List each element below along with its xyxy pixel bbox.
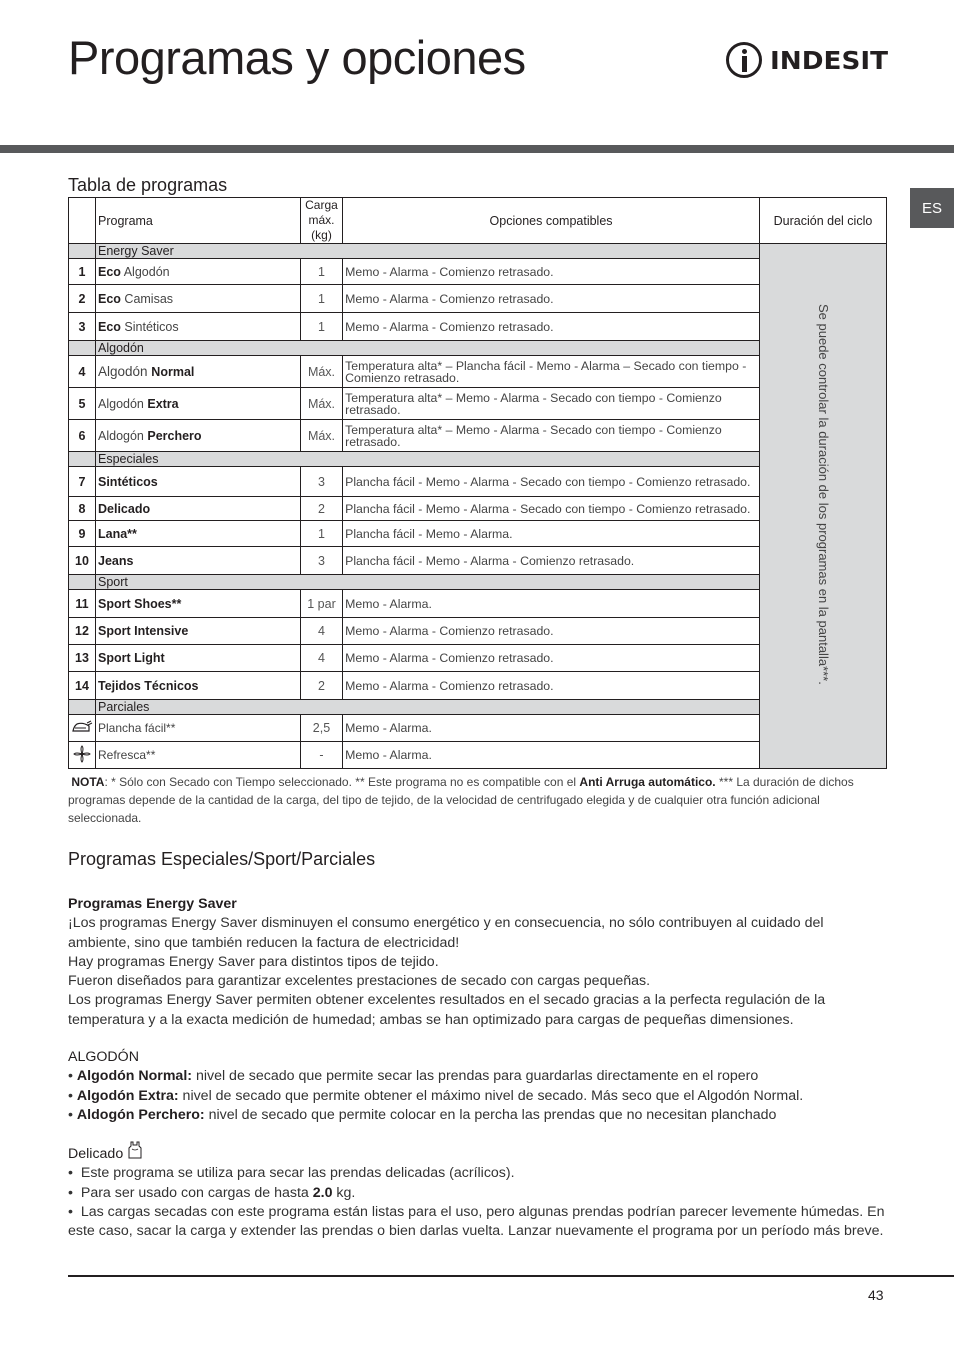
- program-load: 4: [300, 645, 342, 672]
- program-options: Memo - Alarma - Comienzo retrasado.: [343, 618, 760, 645]
- algodon-item: • Algodón Extra: nivel de secado que permite obtener el máximo nivel de secado. Más seco que el Algodón Normal.: [68, 1087, 804, 1104]
- delicado-section: [68, 1140, 888, 1241]
- section2-heading: Programas Especiales/Sport/Parciales: [68, 849, 376, 869]
- header-divider: [0, 145, 954, 153]
- algodon-item: • Aldogón Perchero: nivel de secado que permite colocar en la percha las prendas que no necesitan planchado: [68, 1106, 777, 1123]
- program-name: Lana**: [96, 521, 301, 547]
- section-num-cell: [69, 341, 96, 356]
- program-name: Aldogón Perchero: [96, 420, 301, 452]
- program-options: Plancha fácil - Memo - Alarma - Secado con tiempo - Comienzo retrasado.: [343, 497, 760, 521]
- program-options: Memo - Alarma.: [343, 742, 760, 769]
- program-number: 7: [69, 467, 96, 497]
- section-num-cell: [69, 452, 96, 467]
- section-label: Parciales: [96, 700, 760, 715]
- program-header: Programa: [96, 198, 301, 244]
- program-load: 4: [300, 618, 342, 645]
- program-options: Temperatura alta* – Memo - Alarma - Secado con tiempo - Comienzo retrasado.: [343, 420, 760, 452]
- algodon-section: [68, 1048, 888, 1125]
- program-name: Sintéticos: [96, 467, 301, 497]
- brand-logo: [726, 40, 889, 80]
- duration-header: Duración del ciclo: [759, 198, 886, 244]
- program-number: 11: [69, 590, 96, 618]
- energy-saver-paragraph: Fueron diseñados para garantizar excelentes prestaciones de secado con cargas pequeñas.: [68, 973, 651, 990]
- program-name: Refresca**: [96, 742, 301, 769]
- section-num-cell: [69, 244, 96, 259]
- section-label: Energy Saver: [96, 244, 760, 259]
- section-label: Sport: [96, 575, 760, 590]
- program-load: 1: [300, 521, 342, 547]
- program-number: 13: [69, 645, 96, 672]
- program-options: Memo - Alarma.: [343, 590, 760, 618]
- program-load: 1: [300, 313, 342, 341]
- program-load: Máx.: [300, 388, 342, 420]
- table-note: [68, 773, 888, 827]
- section-num-cell: [69, 575, 96, 590]
- section-label: Algodón: [96, 341, 760, 356]
- program-load: 1: [300, 285, 342, 313]
- energy-saver-paragraph: Los programas Energy Saver permiten obtener excelentes resultados en el secado gracias a la perfecta regulación de la temperatura y a la exacta medición de humedad; ambas se han optimizado para cargas de pequeñas dimensiones.: [68, 992, 826, 1028]
- program-options: Memo - Alarma - Comienzo retrasado.: [343, 645, 760, 672]
- indesit-i-icon: [726, 42, 762, 78]
- program-load: 1 par: [300, 590, 342, 618]
- program-name: Delicado: [96, 497, 301, 521]
- program-options: Plancha fácil - Memo - Alarma - Secado con tiempo - Comienzo retrasado.: [343, 467, 760, 497]
- program-number: 2: [69, 285, 96, 313]
- program-number: 8: [69, 497, 96, 521]
- program-number: 3: [69, 313, 96, 341]
- table-body: [69, 244, 887, 769]
- program-name: Sport Light: [96, 645, 301, 672]
- program-load: 1: [300, 259, 342, 285]
- program-options: Plancha fácil - Memo - Alarma.: [343, 521, 760, 547]
- page-number: 43: [868, 1287, 884, 1303]
- algodon-heading: ALGODÓN: [68, 1049, 139, 1065]
- program-number: 9: [69, 521, 96, 547]
- energy-saver-section: [68, 895, 888, 1030]
- delicado-item: • Las cargas secadas con este programa están listas para el uso, pero algunas prendas podrían parecer levemente húmedas. En este caso, sacar la carga y extender las prendas o bien darlas vuelta. Lanzar nuevamente el programa por un período más breve.: [68, 1203, 885, 1240]
- algodon-item: • Algodón Normal: nivel de secado que permite secar las prendas para guardarlas directamente en el ropero: [68, 1068, 759, 1085]
- program-options: Plancha fácil - Memo - Alarma - Comienzo retrasado.: [343, 547, 760, 575]
- program-options: Memo - Alarma.: [343, 715, 760, 742]
- note-label: NOTA: [71, 775, 105, 789]
- delicado-item: • Para ser usado con cargas de hasta 2.0 kg.: [68, 1184, 356, 1201]
- program-load: 3: [300, 467, 342, 497]
- duration-cell: [759, 244, 886, 769]
- energy-saver-paragraph: ¡Los programas Energy Saver disminuyen el consumo energético y en consecuencia, no sólo contribuyen al cuidado del ambiente, sino que también reducen la factura de electricidad!: [68, 915, 824, 951]
- program-load: Máx.: [300, 420, 342, 452]
- program-number: 14: [69, 672, 96, 700]
- energy-saver-heading: Programas Energy Saver: [68, 896, 237, 912]
- program-name: Eco Sintéticos: [96, 313, 301, 341]
- delicate-garment-icon: [127, 1140, 143, 1160]
- program-name: Sport Shoes**: [96, 590, 301, 618]
- program-number: 12: [69, 618, 96, 645]
- program-options: Temperatura alta* – Plancha fácil - Memo - Alarma – Secado con tiempo - Comienzo retrasado.: [343, 356, 760, 388]
- section-row: [69, 244, 887, 259]
- program-name: Jeans: [96, 547, 301, 575]
- delicado-heading-row: [68, 1140, 888, 1164]
- program-options: Temperatura alta* – Memo - Alarma - Secado con tiempo - Comienzo retrasado.: [343, 388, 760, 420]
- program-number: 10: [69, 547, 96, 575]
- delicado-item: • Este programa se utiliza para secar las prendas delicadas (acrílicos).: [68, 1165, 515, 1182]
- programs-table: [68, 197, 887, 769]
- brand-name: INDESIT: [770, 45, 889, 75]
- delicado-heading: Delicado: [68, 1146, 124, 1162]
- program-name: Algodón Extra: [96, 388, 301, 420]
- program-number: 5: [69, 388, 96, 420]
- section-num-cell: [69, 700, 96, 715]
- footer-divider: [68, 1275, 954, 1277]
- program-number: 1: [69, 259, 96, 285]
- iron-icon: [69, 715, 96, 742]
- program-options: Memo - Alarma - Comienzo retrasado.: [343, 259, 760, 285]
- note-bold: Anti Arruga automático.: [579, 775, 716, 789]
- fan-icon: [69, 742, 96, 769]
- program-name: Sport Intensive: [96, 618, 301, 645]
- program-load: 2: [300, 672, 342, 700]
- note-text-1: : * Sólo con Secado con Tiempo seleccionado. ** Este programa no es compatible con el: [104, 775, 580, 789]
- program-name: Eco Camisas: [96, 285, 301, 313]
- options-header: Opciones compatibles: [343, 198, 760, 244]
- section-label: Especiales: [96, 452, 760, 467]
- energy-saver-paragraph: Hay programas Energy Saver para distintos tipos de tejido.: [68, 953, 439, 970]
- language-tab: ES: [910, 188, 954, 228]
- table-heading: Tabla de programas: [68, 175, 228, 195]
- program-name: Eco Algodón: [96, 259, 301, 285]
- duration-note: Se puede controlar la duración de los programas en la pantalla***.: [815, 304, 831, 685]
- program-number: 6: [69, 420, 96, 452]
- program-options: Memo - Alarma - Comienzo retrasado.: [343, 313, 760, 341]
- load-header: Carga máx. (kg): [300, 198, 342, 244]
- num-header: [69, 198, 96, 244]
- program-number: 4: [69, 356, 96, 388]
- program-load: 2,5: [300, 715, 342, 742]
- program-options: Memo - Alarma - Comienzo retrasado.: [343, 672, 760, 700]
- program-options: Memo - Alarma - Comienzo retrasado.: [343, 285, 760, 313]
- program-load: 3: [300, 547, 342, 575]
- program-name: Algodón Normal: [96, 356, 301, 388]
- note-text-2: *** La duración de dichos programas depende de la cantidad de la carga, del tipo de tejido, de la velocidad de centrifugado elegida y de cualquier otra función adicional seleccionada.: [68, 775, 854, 825]
- program-load: 2: [300, 497, 342, 521]
- program-name: Plancha fácil**: [96, 715, 301, 742]
- program-name: Tejidos Técnicos: [96, 672, 301, 700]
- page-title: Programas y opciones: [68, 31, 526, 84]
- program-load: Máx.: [300, 356, 342, 388]
- program-load: -: [300, 742, 342, 769]
- table-header-row: [69, 198, 887, 244]
